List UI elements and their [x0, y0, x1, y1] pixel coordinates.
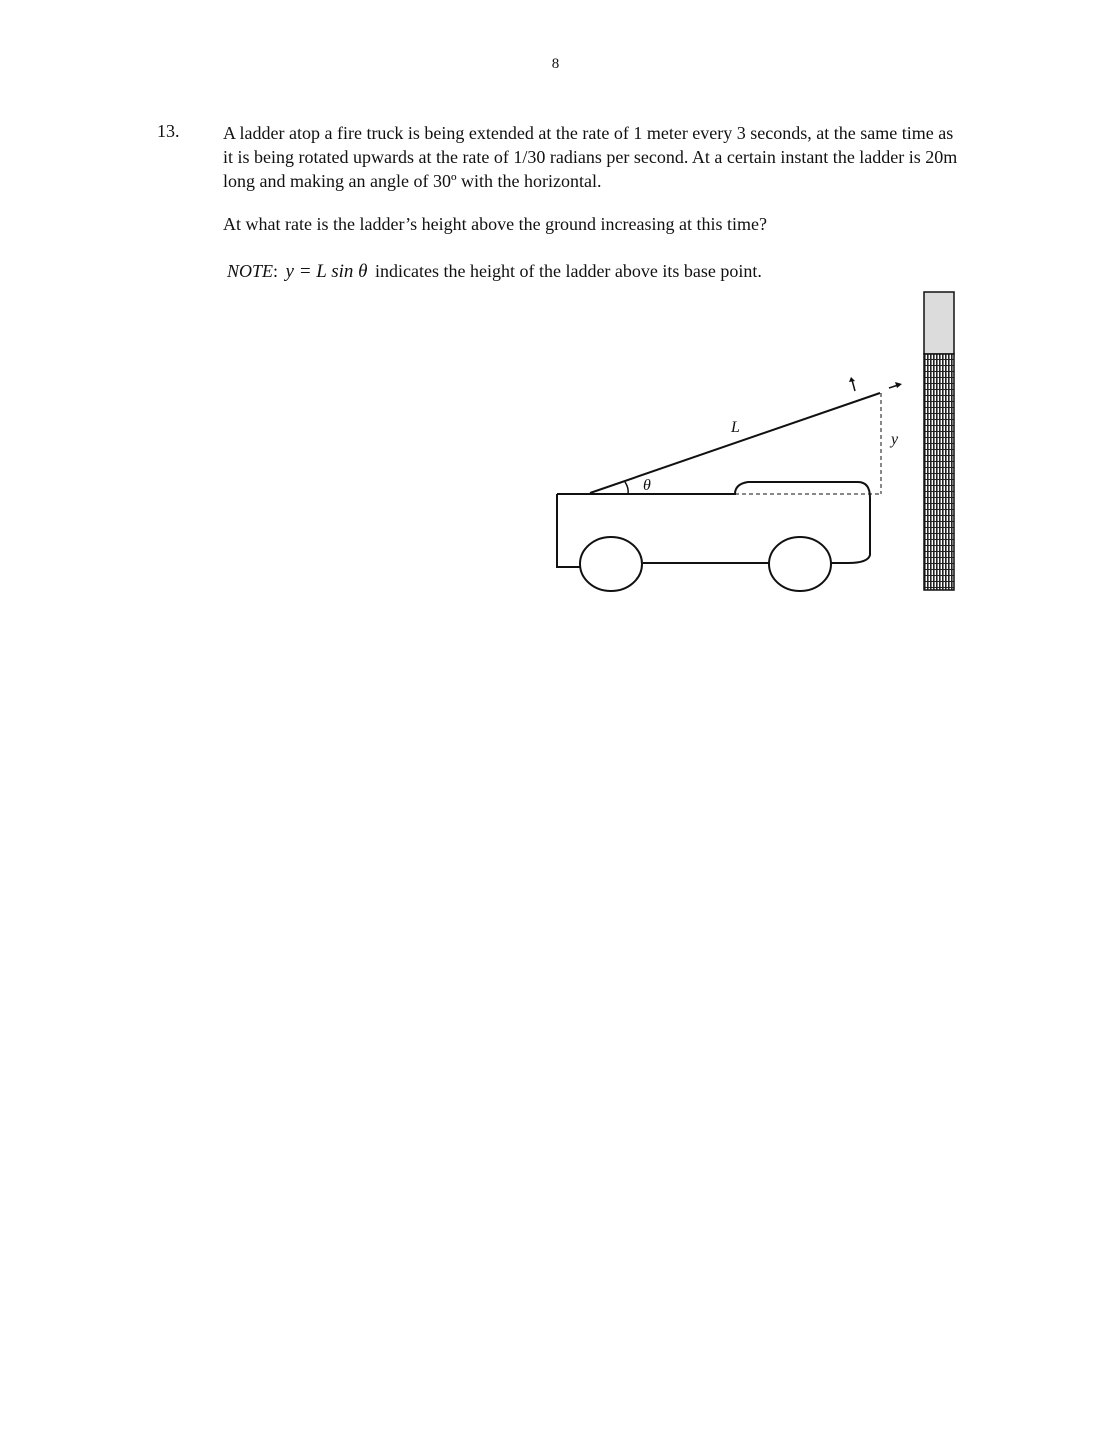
building-bricks — [924, 354, 954, 590]
note-formula: y = L sin θ — [285, 261, 368, 282]
ladder-length-label: L — [731, 419, 740, 436]
question-ask: At what rate is the ladder’s height above the ground increasing at this time? — [223, 214, 768, 234]
fire-truck-diagram — [0, 0, 1111, 620]
note-text: indicates the height of the ladder above its base point. — [375, 261, 762, 281]
question-number: 13. — [157, 121, 180, 141]
height-label: y — [891, 431, 899, 448]
front-wheel — [769, 537, 831, 591]
extension-arrow-icon — [889, 382, 902, 388]
rear-wheel — [580, 537, 642, 591]
building-top — [924, 292, 954, 354]
question-text: A ladder atop a fire truck is being extended at the rate of 1 meter every 3 seconds, at the same time as it is being rotated upwards at the rate of 1/30 radians per second. At a certain instant the ladder is 20m long and making an angle of 30º with the horizontal. — [223, 123, 958, 191]
ladder-line — [590, 393, 880, 493]
note-colon: : — [273, 261, 279, 281]
angle-label: θ — [643, 477, 651, 494]
rotation-arrow-icon — [849, 377, 855, 391]
page-number: 8 — [551, 56, 560, 72]
note-label: NOTE — [227, 261, 274, 281]
angle-arc — [625, 482, 628, 494]
